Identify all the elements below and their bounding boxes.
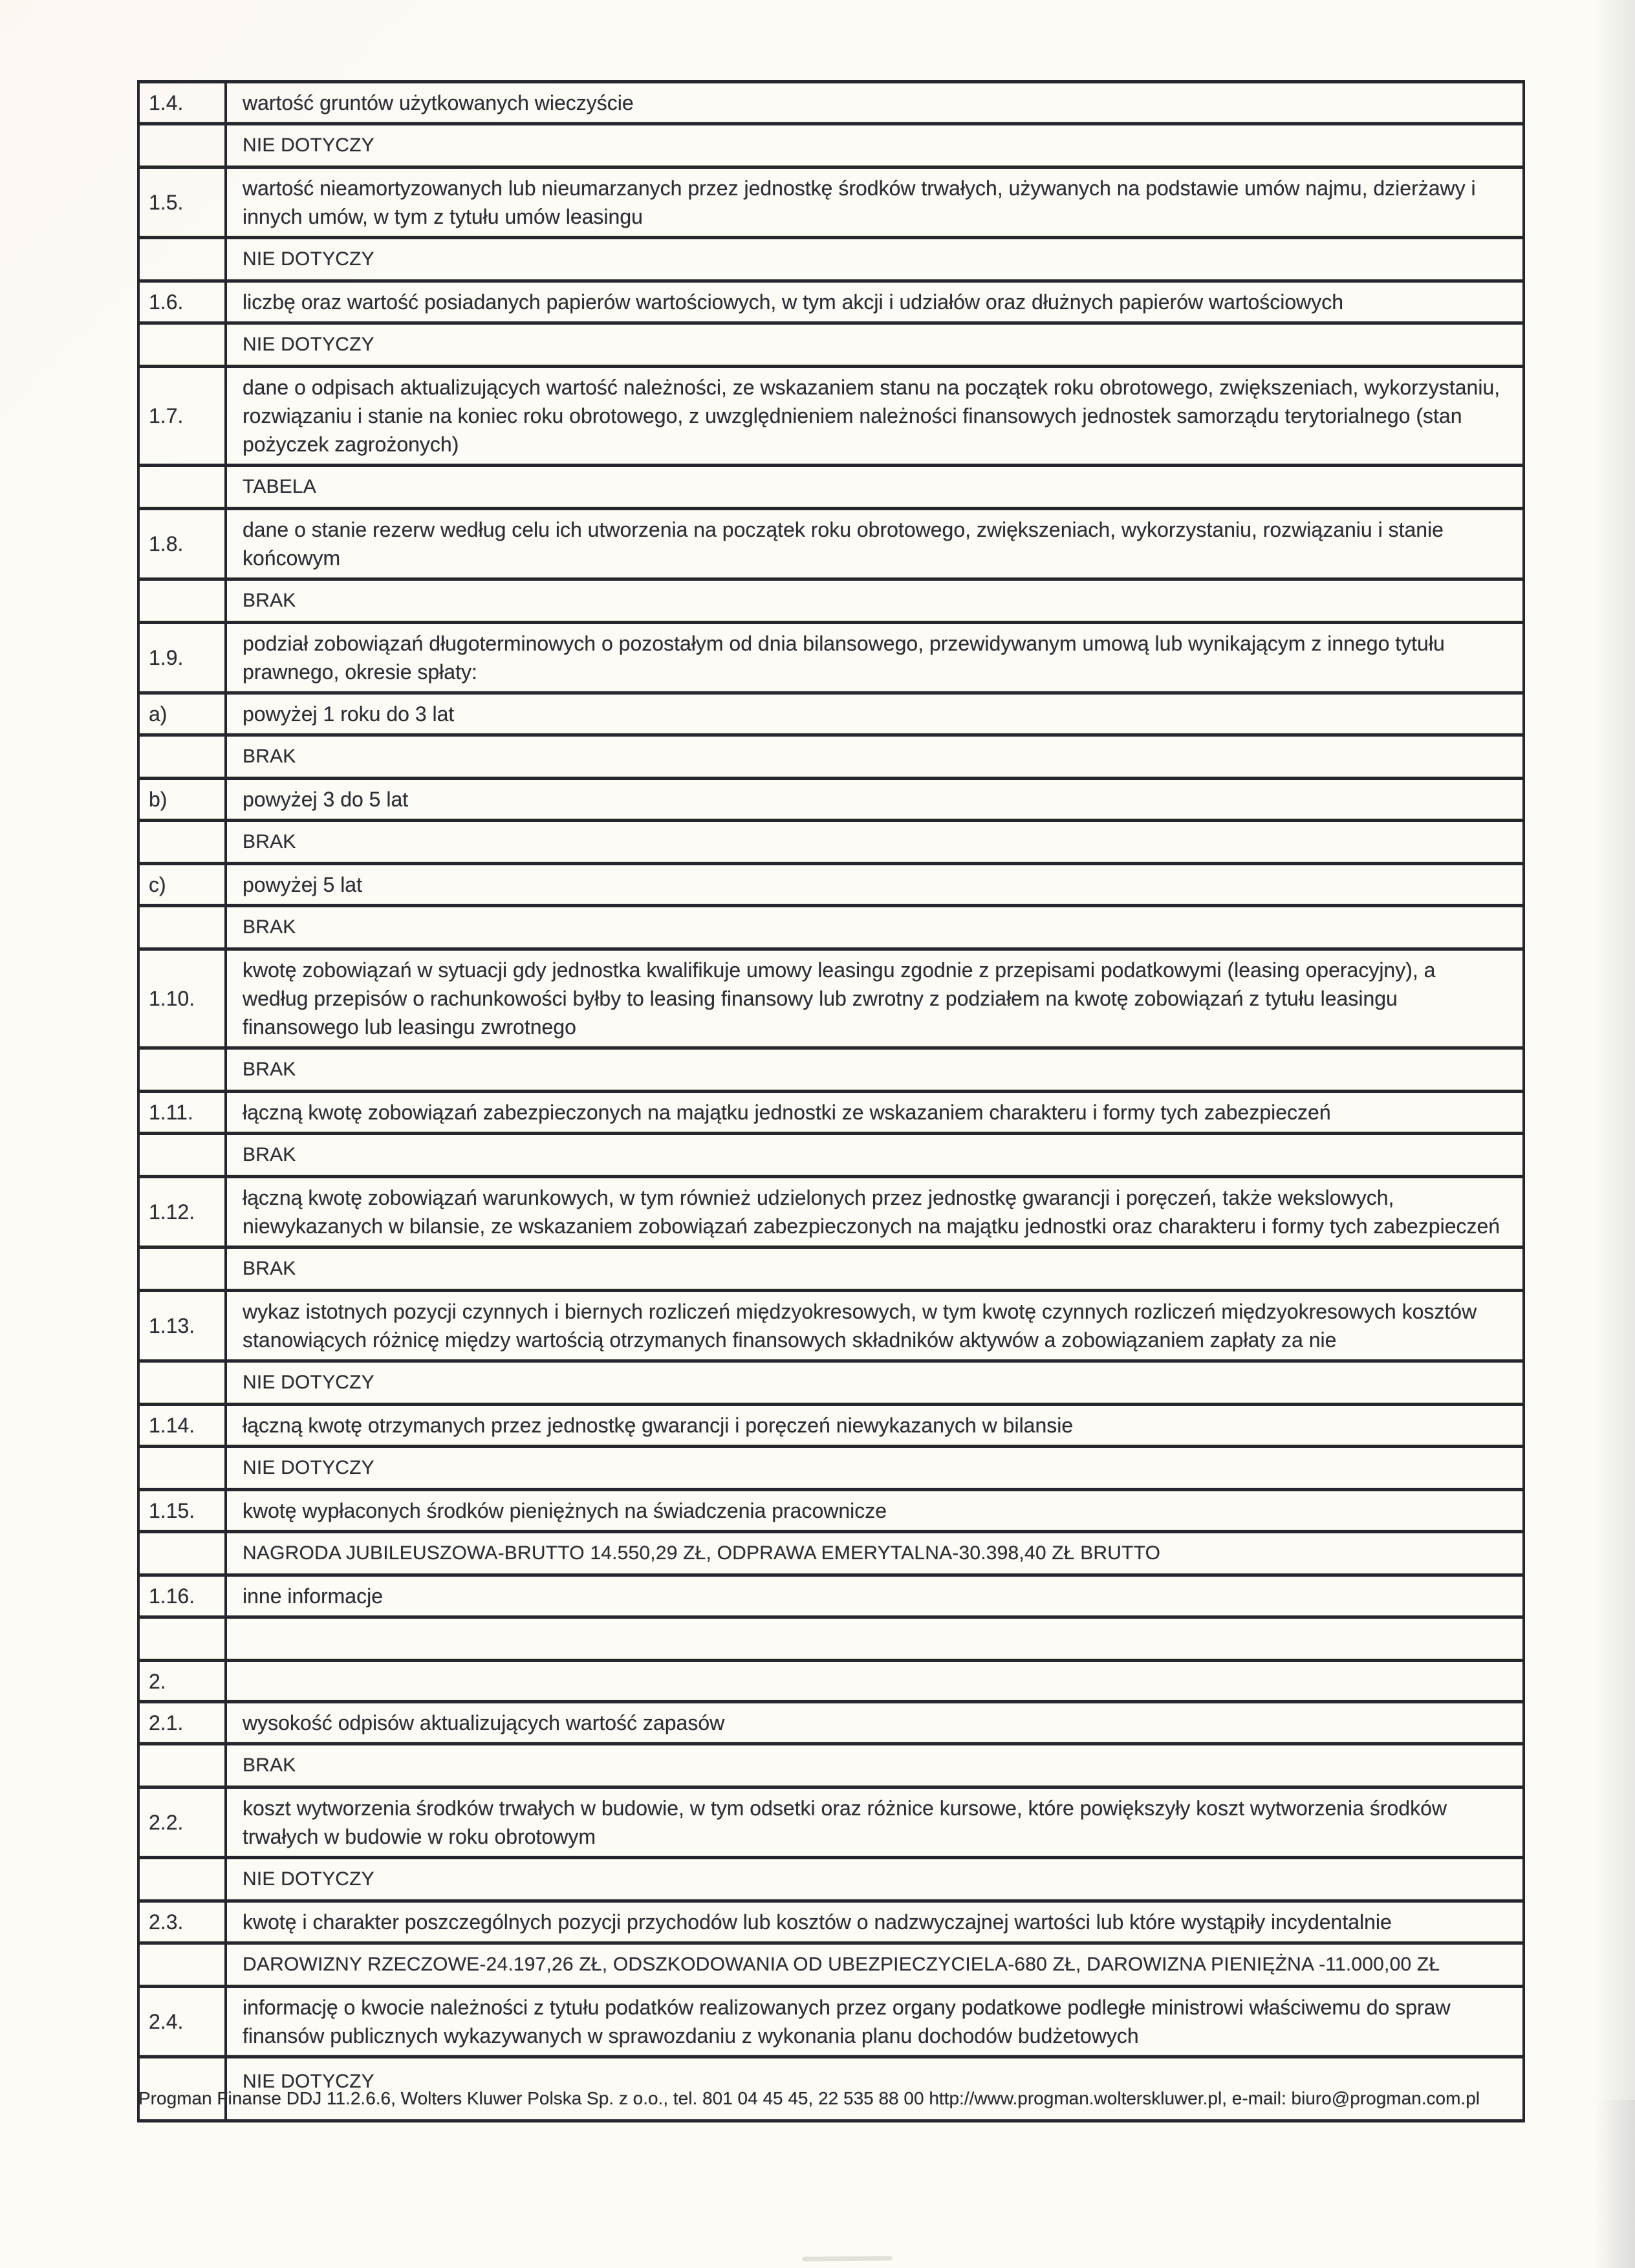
- row-description: wartość gruntów użytkowanych wieczyście: [243, 91, 634, 114]
- row-number: 1.7.: [140, 368, 227, 464]
- row-number: 1.16.: [140, 1577, 227, 1615]
- row-answer: NIE DOTYCZY: [243, 1868, 374, 1890]
- question-row: [140, 1573, 1522, 1615]
- question-row: [140, 621, 1522, 691]
- row-number-empty: [140, 581, 227, 621]
- answer-row: [140, 1742, 1522, 1786]
- row-answer: BRAK: [243, 1144, 296, 1165]
- row-description: inne informacje: [243, 1584, 383, 1608]
- row-description: dane o stanie rezerw według celu ich utworzenia na początek roku obrotowego, zwiększeniach, wykorzystaniu, rozwiązaniu i stanie końcowym: [243, 518, 1444, 570]
- row-description: informację o kwocie należności z tytułu podatków realizowanych przez organy podatkowe podległe ministrowi właściwemu do spraw finansów publicznych wykazywanych w sprawozdaniu z wykonania planu dochodów budżetowych: [243, 1996, 1451, 2047]
- row-description: łączną kwotę zobowiązań zabezpieczonych na majątku jednostki ze wskazaniem charakteru i formy tych zabezpieczeń: [243, 1101, 1331, 1124]
- scan-artifact-corner-shade: [1596, 2100, 1635, 2268]
- row-description: [227, 1676, 1522, 1687]
- row-answer: NIE DOTYCZY: [243, 334, 374, 355]
- row-number: 1.6.: [140, 283, 227, 321]
- answer-row: [140, 1359, 1522, 1403]
- answer-row: [140, 1046, 1522, 1090]
- question-row: [140, 1985, 1522, 2055]
- row-answer: BRAK: [243, 831, 296, 852]
- row-number-empty: [140, 125, 227, 166]
- question-row: [140, 83, 1522, 122]
- question-row: [140, 1700, 1522, 1742]
- answer-row: [140, 321, 1522, 365]
- question-row: [140, 1659, 1522, 1700]
- row-description: kwotę i charakter poszczególnych pozycji przychodów lub kosztów o nadzwyczajnej wartości lub które wystąpiły incydentalnie: [243, 1910, 1392, 1934]
- row-description: wykaz istotnych pozycji czynnych i biernych rozliczeń międzyokresowych, w tym kwotę czynnych rozliczeń międzyokresowych kosztów stanowiących różnicę między wartością otrzymanych finansowych składników aktywów a zobowiązaniem zapłaty za nie: [243, 1300, 1477, 1352]
- row-answer: NIE DOTYCZY: [243, 248, 374, 270]
- footer-text: Progman Finanse DDJ 11.2.6.6, Wolters Kluwer Polska Sp. z o.o., tel. 801 04 45 45, 22 535 88 00 http://www.progman.wolterskluwer.pl, e-mail: biuro@progman.com.pl: [138, 2088, 1480, 2108]
- row-description: podział zobowiązań długoterminowych o pozostałym od dnia bilansowego, przewidywanym umową lub wynikającym z innego tytułu prawnego, okresie spłaty:: [243, 632, 1445, 684]
- answer-row: [140, 464, 1522, 507]
- row-number: 1.13.: [140, 1292, 227, 1359]
- row-answer: BRAK: [243, 916, 296, 938]
- row-number-empty: [140, 1135, 227, 1175]
- row-description: liczbę oraz wartość posiadanych papierów wartościowych, w tym akcji i udziałów oraz dłużnych papierów wartościowych: [243, 290, 1344, 314]
- row-number-empty: [140, 1050, 227, 1090]
- row-number: 2.1.: [140, 1703, 227, 1742]
- row-number-empty: [140, 907, 227, 947]
- row-number: b): [140, 780, 227, 819]
- answer-row: [140, 904, 1522, 947]
- row-answer: NIE DOTYCZY: [243, 2071, 374, 2092]
- row-answer: TABELA: [243, 476, 317, 497]
- row-number: 1.12.: [140, 1178, 227, 1246]
- row-number: 2.: [140, 1662, 227, 1700]
- question-row: [140, 1403, 1522, 1445]
- answer-row: [140, 1615, 1522, 1659]
- row-answer: NIE DOTYCZY: [243, 1372, 374, 1393]
- question-row: [140, 365, 1522, 464]
- answer-row: [140, 819, 1522, 862]
- row-number: 1.15.: [140, 1491, 227, 1530]
- row-number-empty: [140, 1249, 227, 1289]
- row-number: 2.4.: [140, 1988, 227, 2055]
- row-description: kwotę wypłaconych środków pieniężnych na świadczenia pracownicze: [243, 1499, 887, 1522]
- question-row: [140, 279, 1522, 321]
- row-number: 1.8.: [140, 510, 227, 578]
- question-row: [140, 1289, 1522, 1359]
- question-row: [140, 947, 1522, 1046]
- answer-row: [140, 1132, 1522, 1175]
- answer-row: [140, 1941, 1522, 1985]
- row-number: c): [140, 865, 227, 904]
- row-answer: BRAK: [243, 1059, 296, 1080]
- row-number-empty: [140, 1619, 227, 1659]
- answer-row: [140, 1856, 1522, 1899]
- row-answer: BRAK: [243, 1755, 296, 1776]
- row-number-empty: [140, 1448, 227, 1488]
- question-row: [140, 166, 1522, 236]
- row-description: wartość nieamortyzowanych lub nieumarzanych przez jednostkę środków trwałych, używanych na podstawie umów najmu, dzierżawy i innych umów, w tym z tytułu umów leasingu: [243, 177, 1476, 228]
- row-description: powyżej 3 do 5 lat: [243, 788, 409, 811]
- notes-table: [137, 80, 1525, 2122]
- row-number: 1.11.: [140, 1093, 227, 1132]
- row-number-empty: [140, 239, 227, 279]
- answer-row: [140, 1445, 1522, 1488]
- row-answer: BRAK: [243, 746, 296, 767]
- answer-row: [140, 236, 1522, 279]
- row-answer: NIE DOTYCZY: [243, 135, 374, 156]
- question-row: [140, 1488, 1522, 1530]
- row-number: 1.10.: [140, 951, 227, 1046]
- row-description: kwotę zobowiązań w sytuacji gdy jednostka kwalifikuje umowy leasingu zgodnie z przepisami podatkowymi (leasing operacyjny), a według przepisów o rachunkowości byłby to leasing finansowy lub zwrotny z podziałem na kwotę zobowiązań z tytułu leasingu finansowego lub leasingu zwrotnego: [243, 958, 1436, 1039]
- row-number: 2.3.: [140, 1903, 227, 1941]
- row-number-empty: [140, 1945, 227, 1985]
- row-number: a): [140, 695, 227, 733]
- row-number-empty: [140, 1859, 227, 1899]
- answer-row: [140, 122, 1522, 166]
- row-description: łączną kwotę otrzymanych przez jednostkę gwarancji i poręczeń niewykazanych w bilansie: [243, 1414, 1074, 1437]
- row-answer: NIE DOTYCZY: [243, 1457, 374, 1478]
- row-description: łączną kwotę zobowiązań warunkowych, w tym również udzielonych przez jednostkę gwarancji i poręczeń, także wekslowych, niewykazanych w bilansie, ze wskazaniem zobowiązań zabezpieczonych na majątku jednostki oraz charakteru i formy tych zabezpieczeń: [243, 1186, 1500, 1238]
- question-row: [140, 1786, 1522, 1856]
- row-number-empty: [140, 822, 227, 862]
- row-description: powyżej 1 roku do 3 lat: [243, 702, 455, 726]
- question-row: [140, 1175, 1522, 1246]
- row-answer: DAROWIZNY RZECZOWE-24.197,26 ZŁ, ODSZKODOWANIA OD UBEZPIECZYCIELA-680 ZŁ, DAROWIZNA PIENIĘŻNA -11.000,00 ZŁ: [243, 1954, 1440, 1975]
- row-answer: [227, 1634, 1522, 1644]
- question-row: [140, 691, 1522, 733]
- row-number: 1.9.: [140, 624, 227, 691]
- question-row: [140, 777, 1522, 819]
- row-answer: BRAK: [243, 590, 296, 611]
- row-number-empty: [140, 325, 227, 365]
- row-description: wysokość odpisów aktualizujących wartość zapasów: [243, 1711, 725, 1734]
- question-row: [140, 862, 1522, 904]
- row-number: 1.5.: [140, 169, 227, 236]
- row-number-empty: [140, 1745, 227, 1786]
- question-row: [140, 1090, 1522, 1132]
- answer-row: [140, 733, 1522, 777]
- answer-row: [140, 578, 1522, 621]
- scan-artifact-smudge: [802, 2256, 893, 2261]
- row-description: dane o odpisach aktualizujących wartość należności, ze wskazaniem stanu na początek roku obrotowego, zwiększeniach, wykorzystaniu, rozwiązaniu i stanie na koniec roku obrotowego, z uwzględnieniem należności finansowych jednostek samorządu terytorialnego (stan pożyczek zagrożonych): [243, 376, 1500, 456]
- question-row: [140, 507, 1522, 578]
- row-number-empty: [140, 467, 227, 507]
- row-description: koszt wytworzenia środków trwałych w budowie, w tym odsetki oraz różnice kursowe, które powiększyły koszt wytworzenia środków trwałych w budowie w roku obrotowym: [243, 1797, 1447, 1848]
- row-number: 2.2.: [140, 1789, 227, 1856]
- row-number: 1.14.: [140, 1406, 227, 1445]
- row-answer: NAGRODA JUBILEUSZOWA-BRUTTO 14.550,29 ZŁ, ODPRAWA EMERYTALNA-30.398,40 ZŁ BRUTTO: [243, 1542, 1161, 1564]
- question-row: [140, 1899, 1522, 1941]
- row-number: 1.4.: [140, 83, 227, 122]
- row-number-empty: [140, 1363, 227, 1403]
- row-number-empty: [140, 1533, 227, 1573]
- row-number-empty: [140, 737, 227, 777]
- answer-row: [140, 1530, 1522, 1573]
- row-description: powyżej 5 lat: [243, 873, 362, 896]
- row-answer: BRAK: [243, 1258, 296, 1279]
- answer-row: [140, 1246, 1522, 1289]
